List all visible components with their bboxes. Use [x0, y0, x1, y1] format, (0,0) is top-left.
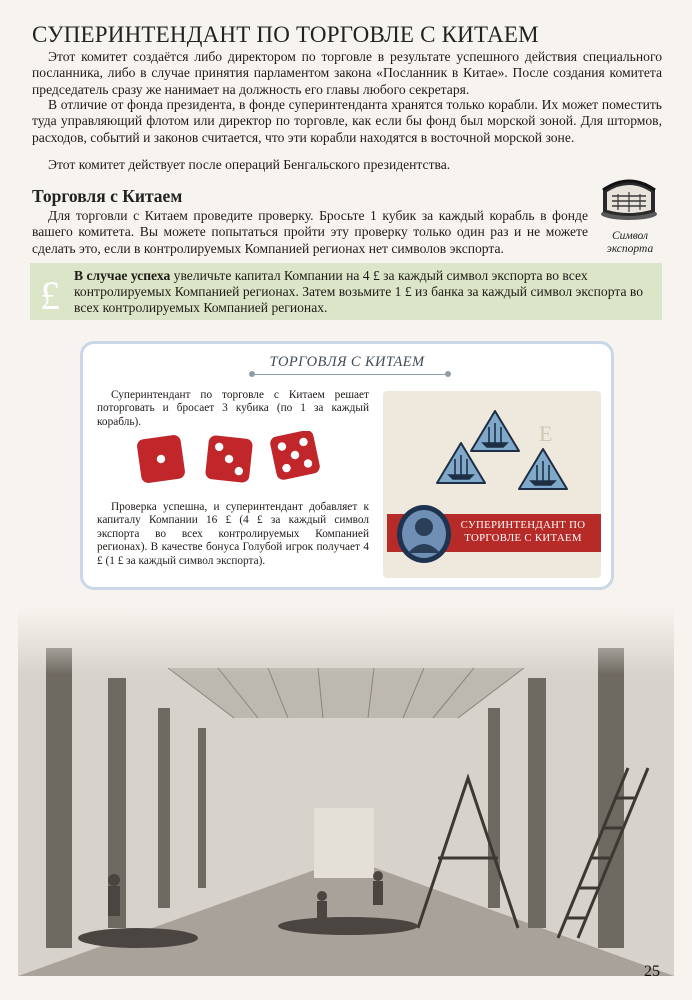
dice-group — [135, 431, 320, 491]
intro-paragraph-3: Этот комитет действует после операций Бенгальского президентства. — [48, 157, 451, 172]
section-heading: Торговля с Китаем — [32, 186, 183, 206]
export-symbol-caption: Символ экспорта — [606, 230, 654, 255]
die-1-icon — [136, 434, 186, 484]
success-body: увеличьте капитал Компании на 4 £ за каждый символ экспорта во всех контролируемых Компанией регионах. Затем возьмите 1 £ из банка за каждый символ экспорта во всех контролируемых Компанией регионах. — [74, 268, 644, 316]
committee-board — [383, 391, 601, 578]
board-label: СУПЕРИНТЕНДАНТ ПО ТОРГОВЛЕ С КИТАЕМ — [460, 519, 586, 544]
secretary-portrait-icon — [395, 503, 453, 565]
page-number: 25 — [644, 963, 660, 980]
page-title: СУПЕРИНТЕНДАНТ ПО ТОРГОВЛЕ С КИТАЕМ — [32, 22, 539, 47]
example-text-1: Суперинтендант по торговле с Китаем решает поторговать и бросает 3 кубика (по 1 за каждый корабль). — [97, 389, 369, 428]
export-symbol-icon — [598, 170, 660, 222]
success-text — [74, 268, 654, 317]
pound-icon: £ — [40, 273, 60, 318]
die-3-icon — [269, 431, 320, 481]
section-paragraph: Для торговли с Китаем проведите проверку. Бросьте 1 кубик за каждый корабль в фонде вашего комитета. Вы можете попытаться пройти эту проверку только один раз и не можете сделать это, если в контролируемых Компанией регионах нет символов экспорта. — [32, 208, 588, 256]
intro-paragraph-1: Этот комитет создаётся либо директором по торговле в результате успешного действия специального посланника, либо в случае принятия парламентом закона «Посланник в Китае». После создания комитета председатель сразу же нанимает на должность его главы любого секретаря. — [32, 49, 662, 97]
die-2-icon — [205, 435, 253, 483]
intro-paragraph-2: В отличие от фонда президента, в фонде суперинтенданта хранятся только корабли. Их может поместить туда управляющий флотом или директор по торговле, как если бы фонд был морской зоной. Для штормов, расходов, событий и законов считается, что эти корабли находятся в восточной морской зоне. — [32, 97, 662, 145]
rule-dot-right — [445, 371, 451, 377]
example-title-rule — [255, 374, 445, 375]
rule-dot-left — [249, 371, 255, 377]
success-lead: В случае успеха — [74, 268, 171, 283]
example-title: ТОРГОВЛЯ С КИТАЕМ — [269, 354, 425, 370]
ship-token-1-icon — [471, 411, 519, 451]
board-mark: E — [539, 421, 553, 446]
example-text-2: Проверка успешна, и суперинтендант добавляет к капиталу Компании 16 £ (4 £ за каждый символ экспорта во всех контролируемых Компанией регионах). В качестве бонуса Голубой игрок получает 4 £ (1 £ за каждый символ экспорта). — [97, 501, 369, 567]
example-box — [80, 341, 614, 590]
ship-token-3-icon — [519, 449, 567, 489]
success-box — [30, 263, 662, 320]
ship-tokens — [383, 391, 601, 516]
warehouse-engraving — [18, 608, 674, 976]
